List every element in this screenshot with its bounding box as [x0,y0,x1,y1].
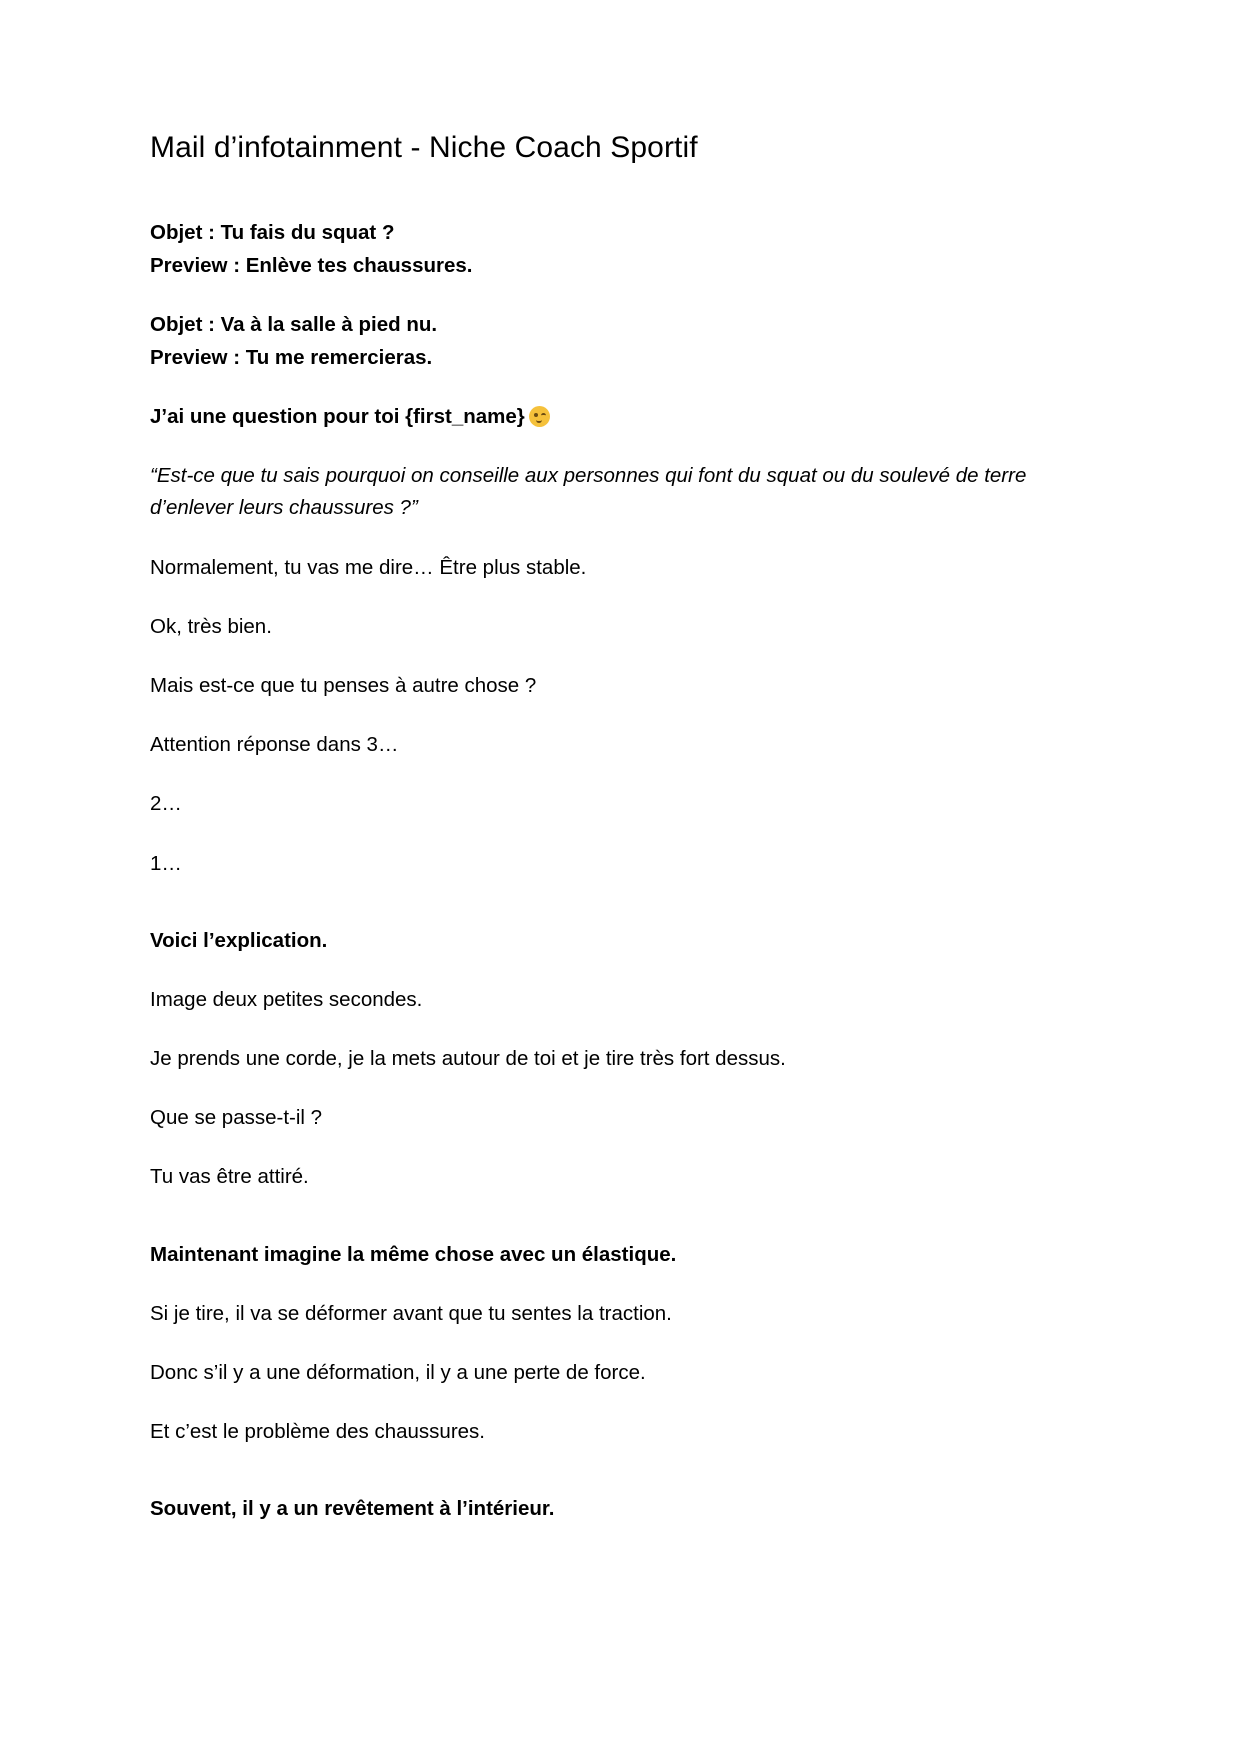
elastique-paragraph-2: Donc s’il y a une déformation, il y a une perte de force. [150,1360,646,1384]
hook-line [150,401,1092,432]
body-paragraph-4: Attention réponse dans 3… [150,733,399,757]
explication-paragraph-2: Je prends une corde, je la mets autour de toi et je tire très fort dessus. [150,1047,786,1071]
hook-block [150,401,1092,432]
elastique-paragraph-1: Si je tire, il va se déformer avant que tu sentes la traction. [150,1301,672,1325]
body-paragraph-6: 1… [150,851,182,875]
body-paragraph-1: Normalement, tu vas me dire… Être plus stable. [150,555,587,579]
explication-paragraph-3: Que se passe-t-il ? [150,1106,323,1130]
explication-paragraph-1: Image deux petites secondes. [150,987,423,1011]
explication-paragraph-4: Tu vas être attiré. [150,1165,309,1189]
subject-block-2 [150,309,1092,373]
preview-line-2: Preview : Tu me remercieras. [150,345,433,369]
elastique-paragraph-3: Et c’est le problème des chaussures. [150,1420,485,1443]
quote-block [150,460,1092,524]
heading-elastique: Maintenant imagine la même chose avec un élastique. [150,1242,677,1266]
quote-text: “Est-ce que tu sais pourquoi on conseille aux personnes qui font du squat ou du soulevé de terre d’enlever leurs chaussures ?” [150,464,1027,520]
heading-revetement: Souvent, il y a un revêtement à l’intérieur. [150,1497,555,1521]
body-paragraph-5: 2… [150,792,182,816]
objet-line-1: Objet : Tu fais du squat ? [150,220,395,244]
wink-emoji [529,406,550,427]
subject-block-1 [150,217,1092,281]
hook-text: J’ai une question pour toi {first_name} [150,405,525,429]
page-title: Mail d’infotainment - Niche Coach Sportif [150,131,698,164]
body-paragraph-2: Ok, très bien. [150,614,272,638]
body-paragraph-3: Mais est-ce que tu penses à autre chose ? [150,674,537,698]
preview-line-1: Preview : Enlève tes chaussures. [150,253,473,277]
objet-line-2: Objet : Va à la salle à pied nu. [150,312,438,336]
heading-explication: Voici l’explication. [150,928,328,952]
